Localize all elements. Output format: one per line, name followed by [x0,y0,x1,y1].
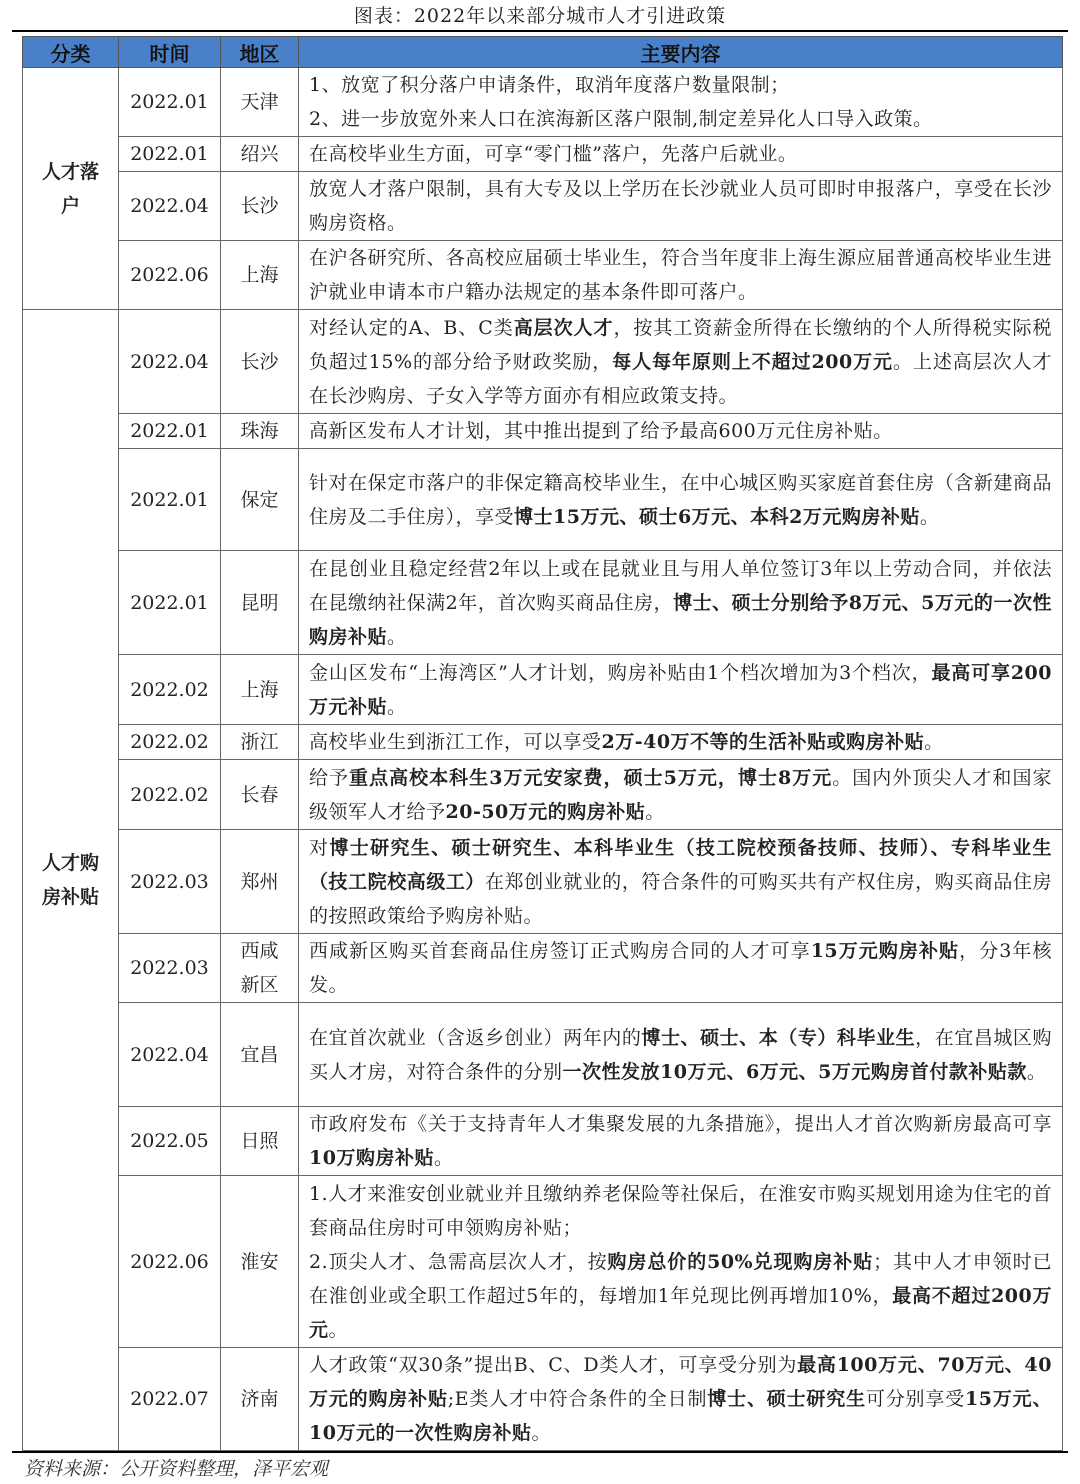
top-rule [12,30,1068,32]
region-cell: 郑州 [221,830,299,934]
content-text: 2、进一步放宽外来人口在滨海新区落户限制,制定差异化人口导入政策。 [309,108,933,130]
content-text: 在郑创业就业的，符合条件的可购买共有产权住房，购买商品住房的按照政策给予购房补贴。 [309,870,1052,927]
content-emphasis: 最高不超过200万元 [309,1284,1052,1341]
region-cell: 珠海 [221,414,299,449]
content-text: ;E类人才中符合条件的全日制 [447,1388,708,1410]
content-text: 西咸新区购买首套商品住房签订正式购房合同的人才可享 [309,940,811,962]
content-emphasis: 高层次人才 [513,316,614,339]
time-cell: 2022.03 [119,830,221,934]
content-paragraph [309,934,1052,1002]
time-cell: 2022.06 [119,241,221,310]
content-cell [299,241,1063,310]
content-cell [299,1348,1063,1451]
content-emphasis: 购房总价的50%兑现购房补贴 [607,1250,874,1273]
content-text: ，按其工资薪金所得在长缴纳的个人所得税实际税负超过15%的部分给予财政奖励， [309,316,1052,373]
time-cell: 2022.01 [119,414,221,449]
content-text: 可分别享受 [865,1388,966,1410]
table-row [23,137,1063,172]
content-text: 市政府发布《关于支持青年人才集聚发展的九条措施》，提出人才首次购新房最高可享 [309,1113,1052,1135]
category-cell-settlement: 人才落户 [23,68,119,310]
region-cell: 长春 [221,760,299,830]
content-text: 。 [1026,1060,1047,1083]
region-cell: 宜昌 [221,1003,299,1107]
content-paragraph [309,1107,1052,1175]
content-emphasis: 20-50万元的购房补贴 [445,800,646,823]
content-text: 在宜首次就业（含返乡创业）两年内的 [309,1026,642,1049]
content-paragraph [309,414,1052,448]
time-cell: 2022.01 [119,137,221,172]
content-paragraph [309,831,1052,933]
content-paragraph [309,466,1052,534]
content-emphasis: 博士、硕士、本（专）科毕业生 [641,1026,916,1049]
content-paragraph [309,137,1052,171]
content-text: 放宽人才落户限制，具有大专及以上学历在长沙就业人员可即时申报落户，享受在长沙购房资格。 [309,178,1052,234]
content-text: 。 [433,1147,454,1169]
content-text: ，分3年核发。 [309,940,1052,996]
table-body [23,68,1063,1451]
time-cell: 2022.07 [119,1348,221,1451]
content-emphasis: 10万购房补贴 [309,1147,434,1169]
content-emphasis: 博士研究生、硕士研究生、本科毕业生（技工院校预备技师、技师）、专科毕业生（技工院校高级工） [309,836,1052,893]
content-paragraph [309,172,1052,240]
source-note: 资料来源：公开资料整理，泽平宏观 [24,1458,329,1480]
time-cell: 2022.02 [119,725,221,760]
content-paragraph [309,1177,1052,1245]
content-text: 给予 [309,766,350,789]
table-row [23,655,1063,725]
content-paragraph [309,725,1052,759]
region-cell: 保定 [221,449,299,551]
content-text: 人才政策“双30条”提出B、C、D类人才，可享受分别为 [309,1354,798,1376]
content-cell [299,1107,1063,1176]
region-cell: 日照 [221,1107,299,1176]
content-cell [299,68,1063,137]
time-cell: 2022.01 [119,551,221,655]
content-cell [299,934,1063,1003]
content-cell [299,551,1063,655]
content-paragraph [309,68,1052,102]
table-row [23,725,1063,760]
content-text: 。 [531,1422,551,1444]
content-text: 。 [387,695,407,718]
header-time: 时间 [119,37,221,68]
content-text: 1.人才来淮安创业就业并且缴纳养老保险等社保后，在淮安市购买规划用途为住宅的首套商品住房时可申领购房补贴； [309,1182,1052,1239]
content-text: 。 [924,731,944,753]
table-row [23,934,1063,1003]
region-cell: 济南 [221,1348,299,1451]
content-emphasis: 博士、硕士分别给予8万元、5万元的一次性购房补贴 [309,591,1052,648]
content-cell [299,449,1063,551]
region-cell: 西咸新区 [221,934,299,1003]
content-cell [299,1003,1063,1107]
table-header-row [23,37,1063,68]
content-text: 对经认定的A、B、C类 [309,316,514,339]
table-row [23,1107,1063,1176]
region-cell: 天津 [221,68,299,137]
content-cell [299,655,1063,725]
content-text: 在昆创业且稳定经营2年以上或在昆就业且与用人单位签订3年以上劳动合同，并依法在昆缴纳社保满2年，首次购买商品住房， [309,557,1052,614]
table-row [23,551,1063,655]
table-row [23,241,1063,310]
time-cell: 2022.05 [119,1107,221,1176]
content-emphasis: 一次性发放10万元、6万元、5万元购房首付款补贴款 [562,1060,1027,1083]
table-row [23,310,1063,414]
table-row [23,1003,1063,1107]
content-paragraph [309,241,1052,309]
header-category: 分类 [23,37,119,68]
content-emphasis: 15万元、10万元的一次性购房补贴 [309,1388,1052,1444]
table-row [23,1176,1063,1348]
table-row [23,172,1063,241]
region-cell: 长沙 [221,310,299,414]
policy-table [22,36,1063,1451]
content-text: 。国内外顶尖人才和国家级领军人才给予 [309,766,1052,823]
content-emphasis: 每人每年原则上不超过200万元 [612,350,893,373]
table-row [23,760,1063,830]
region-cell: 浙江 [221,725,299,760]
content-paragraph [309,1245,1052,1347]
content-paragraph [309,102,1052,136]
time-cell: 2022.04 [119,1003,221,1107]
content-text: 在高校毕业生方面，可享“零门槛”落户，先落户后就业。 [309,143,798,165]
content-text: 。上述高层次人才在长沙购房、子女入学等方面亦有相应政策支持。 [309,350,1052,407]
content-text: 金山区发布“上海湾区”人才计划，购房补贴由1个档次增加为3个档次， [309,661,932,684]
table-row [23,414,1063,449]
content-paragraph [309,761,1052,829]
figure-title: 图表：2022年以来部分城市人才引进政策 [353,5,727,27]
time-cell: 2022.01 [119,68,221,137]
category-cell-housing: 人才购房补贴 [23,310,119,1451]
time-cell: 2022.03 [119,934,221,1003]
content-text: 。 [328,1318,349,1341]
content-cell [299,414,1063,449]
content-emphasis: 重点高校本科生3万元安家费，硕士5万元，博士8万元 [349,766,833,789]
content-emphasis: 15万元购房补贴 [810,940,960,962]
region-cell: 上海 [221,241,299,310]
content-paragraph [309,1348,1052,1450]
table-row [23,449,1063,551]
content-text: 2.顶尖人才、急需高层次人才，按 [309,1250,608,1273]
content-emphasis: 博士15万元、硕士6万元、本科2万元购房补贴 [514,505,920,528]
region-cell: 绍兴 [221,137,299,172]
time-cell: 2022.06 [119,1176,221,1348]
content-text: 1、放宽了积分落户申请条件，取消年度落户数量限制； [309,74,790,96]
content-text: ，在宜昌城区购买人才房，对符合条件的分别 [309,1026,1052,1083]
content-text: ；其中人才申领时已在淮创业或全职工作超过5年的，每增加1年兑现比例再增加10%， [309,1250,1052,1307]
content-text: 。 [387,625,407,648]
region-cell: 上海 [221,655,299,725]
header-content: 主要内容 [299,37,1063,68]
content-cell [299,1176,1063,1348]
content-text: 在沪各研究所、各高校应届硕士毕业生，符合当年度非上海生源应届普通高校毕业生进沪就业申请本市户籍办法规定的基本条件即可落户。 [309,247,1052,303]
content-cell [299,725,1063,760]
header-region: 地区 [221,37,299,68]
time-cell: 2022.04 [119,310,221,414]
content-text: 针对在保定市落户的非保定籍高校毕业生，在中心城区购买家庭首套住房（含新建商品住房及二手住房），享受 [309,471,1052,528]
time-cell: 2022.01 [119,449,221,551]
content-text: 高校毕业生到浙江工作，可以享受 [309,731,602,753]
content-cell [299,137,1063,172]
content-emphasis: 博士、硕士研究生 [707,1388,866,1410]
content-text: 。 [919,505,940,528]
content-emphasis: 2万-40万不等的生活补贴或购房补贴 [601,731,925,753]
content-emphasis: 最高可享200万元补贴 [309,661,1052,718]
time-cell: 2022.04 [119,172,221,241]
table-row [23,830,1063,934]
region-cell: 昆明 [221,551,299,655]
content-text: 高新区发布人才计划，其中推出提到了给予最高600万元住房补贴。 [309,420,893,442]
content-cell [299,310,1063,414]
bottom-rule [12,1451,1068,1453]
content-paragraph [309,552,1052,654]
content-paragraph [309,311,1052,413]
table-row [23,1348,1063,1451]
time-cell: 2022.02 [119,760,221,830]
content-text: 对 [309,836,330,859]
content-emphasis: 最高100万元、70万元、40万元的购房补贴 [309,1354,1052,1410]
content-paragraph [309,1021,1052,1089]
region-cell: 长沙 [221,172,299,241]
content-cell [299,172,1063,241]
region-cell: 淮安 [221,1176,299,1348]
table-row [23,68,1063,137]
time-cell: 2022.02 [119,655,221,725]
content-text: 。 [645,800,665,823]
content-cell [299,760,1063,830]
content-paragraph [309,656,1052,724]
content-cell [299,830,1063,934]
